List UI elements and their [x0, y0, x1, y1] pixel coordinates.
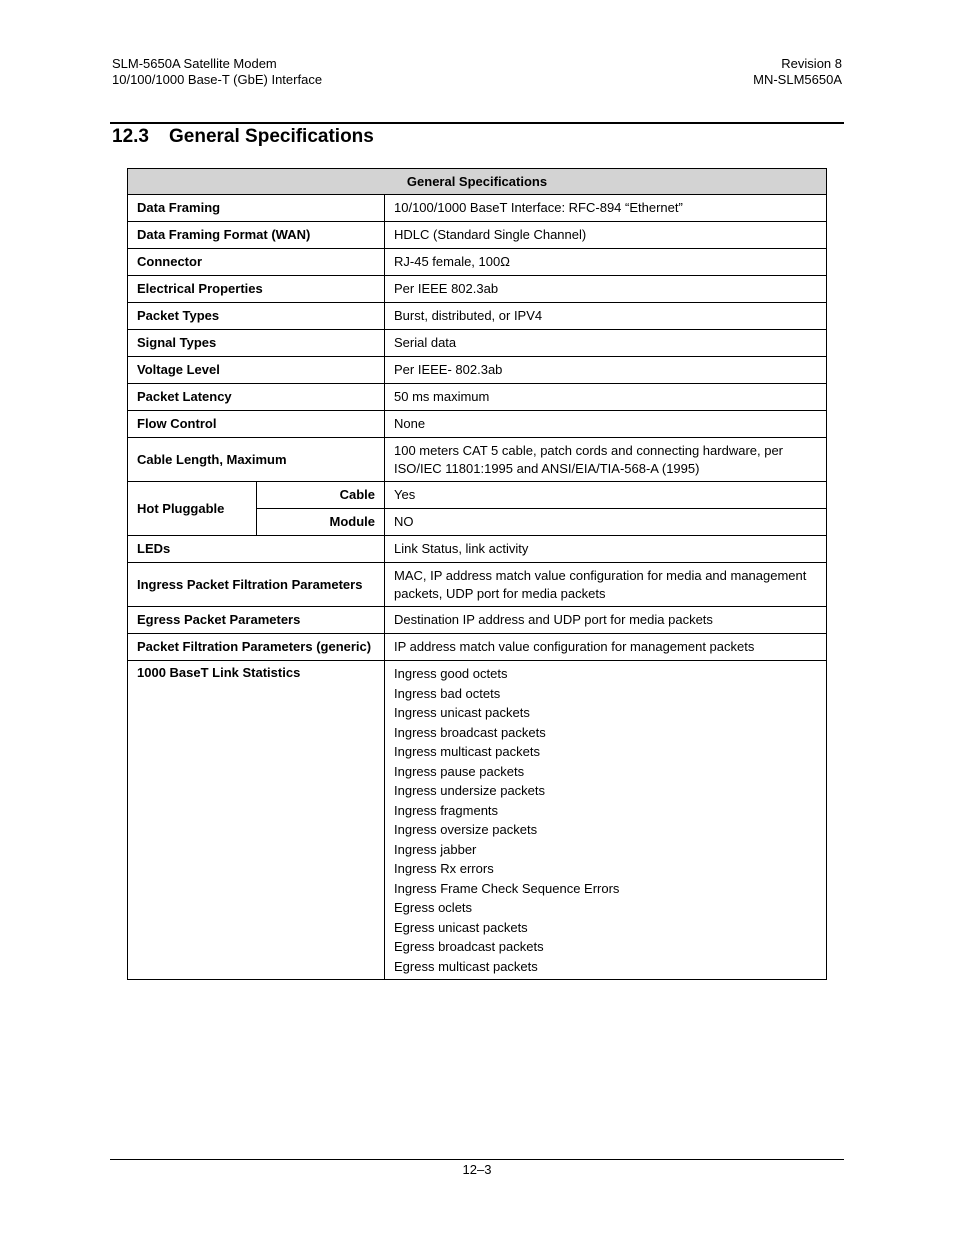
row-label: Packet Latency — [128, 384, 385, 411]
stat-item: Egress unicast packets — [394, 919, 528, 935]
stat-item: Ingress good octets — [394, 666, 508, 681]
row-value: RJ-45 female, 100Ω — [385, 249, 827, 276]
table-row — [128, 536, 827, 563]
stat-item: Egress oclets — [394, 900, 473, 915]
table-row — [128, 357, 827, 384]
stat-item: Ingress fragments — [394, 802, 499, 818]
table-row — [128, 438, 827, 482]
section-heading — [112, 126, 374, 148]
row-label: Packet Filtration Parameters (generic) — [128, 634, 385, 661]
stat-item: Ingress pause packets — [394, 763, 525, 779]
row-label: Data Framing Format (WAN) — [128, 222, 385, 249]
header-product: SLM-5650A Satellite Modem — [112, 56, 277, 71]
stat-item: Ingress Frame Check Sequence Errors — [394, 880, 620, 896]
row-label: Connector — [128, 249, 385, 276]
row-label: Electrical Properties — [128, 276, 385, 303]
table-row — [128, 195, 827, 222]
header-revision: Revision 8 — [781, 56, 842, 71]
cable-label: Cable — [257, 482, 385, 509]
module-label: Module — [257, 509, 385, 536]
row-value: MAC, IP address match value configuration for media and management packets, UDP port for media packets — [385, 563, 827, 607]
row-value: HDLC (Standard Single Channel) — [385, 222, 827, 249]
stat-item: Ingress bad octets — [394, 685, 501, 701]
header-subtitle: 10/100/1000 Base-T (GbE) Interface — [112, 72, 323, 87]
section-title: General Specifications — [169, 126, 374, 147]
row-value: Per IEEE 802.3ab — [385, 276, 827, 303]
cable-value: Yes — [385, 482, 827, 509]
specifications-table — [127, 168, 827, 980]
row-value: Link Status, link activity — [385, 536, 827, 563]
row-label: Egress Packet Parameters — [128, 607, 385, 634]
row-label: Ingress Packet Filtration Parameters — [128, 563, 385, 607]
section-number: 12.3 — [112, 126, 149, 147]
row-label: Flow Control — [128, 411, 385, 438]
page-number: 12–3 — [462, 1162, 492, 1177]
table-row-hot-pluggable — [128, 482, 827, 509]
table-row — [128, 563, 827, 607]
row-value: None — [385, 411, 827, 438]
stat-item: Ingress multicast packets — [394, 744, 540, 759]
table-row — [128, 222, 827, 249]
stat-item: Egress multicast packets — [394, 958, 538, 974]
table-row — [128, 276, 827, 303]
stat-item: Ingress oversize packets — [394, 822, 538, 837]
row-value: 100 meters CAT 5 cable, patch cords and connecting hardware, per ISO/IEC 11801:1995 and ANSI/EIA/TIA-568-A (1995) — [385, 438, 827, 482]
row-value: IP address match value configuration for management packets — [385, 634, 827, 661]
stats-label: 1000 BaseT Link Statistics — [128, 661, 385, 980]
row-value: Per IEEE- 802.3ab — [385, 357, 827, 384]
running-header-right — [753, 56, 842, 88]
header-doc-number: MN-SLM5650A — [753, 72, 842, 87]
row-label: Data Framing — [128, 195, 385, 222]
stats-list — [385, 661, 827, 980]
table-row — [128, 384, 827, 411]
table-row — [128, 607, 827, 634]
row-value: Destination IP address and UDP port for media packets — [385, 607, 827, 634]
stat-item: Ingress Rx errors — [394, 861, 494, 876]
row-value: 10/100/1000 BaseT Interface: RFC-894 “Ethernet” — [385, 195, 827, 222]
row-label: Voltage Level — [128, 357, 385, 384]
module-value: NO — [385, 509, 827, 536]
table-row — [128, 303, 827, 330]
row-label: LEDs — [128, 536, 385, 563]
row-label: Signal Types — [128, 330, 385, 357]
header-rule — [110, 122, 844, 124]
stat-item: Ingress jabber — [394, 841, 477, 857]
row-value: 50 ms maximum — [385, 384, 827, 411]
table-header: General Specifications — [128, 169, 827, 195]
running-header-left — [112, 56, 322, 88]
table-row-link-statistics — [128, 661, 827, 980]
table-row — [128, 330, 827, 357]
table-row — [128, 249, 827, 276]
row-label: Packet Types — [128, 303, 385, 330]
row-label: Cable Length, Maximum — [128, 438, 385, 482]
stat-item: Ingress broadcast packets — [394, 724, 546, 740]
hot-pluggable-label: Hot Pluggable — [128, 482, 257, 536]
stat-item: Ingress undersize packets — [394, 783, 546, 798]
stat-item: Egress broadcast packets — [394, 939, 544, 954]
footer-rule — [110, 1159, 844, 1160]
row-value: Serial data — [385, 330, 827, 357]
row-value: Burst, distributed, or IPV4 — [385, 303, 827, 330]
table-row — [128, 634, 827, 661]
table-header-row — [128, 169, 827, 195]
table-row — [128, 411, 827, 438]
stat-item: Ingress unicast packets — [394, 705, 530, 720]
